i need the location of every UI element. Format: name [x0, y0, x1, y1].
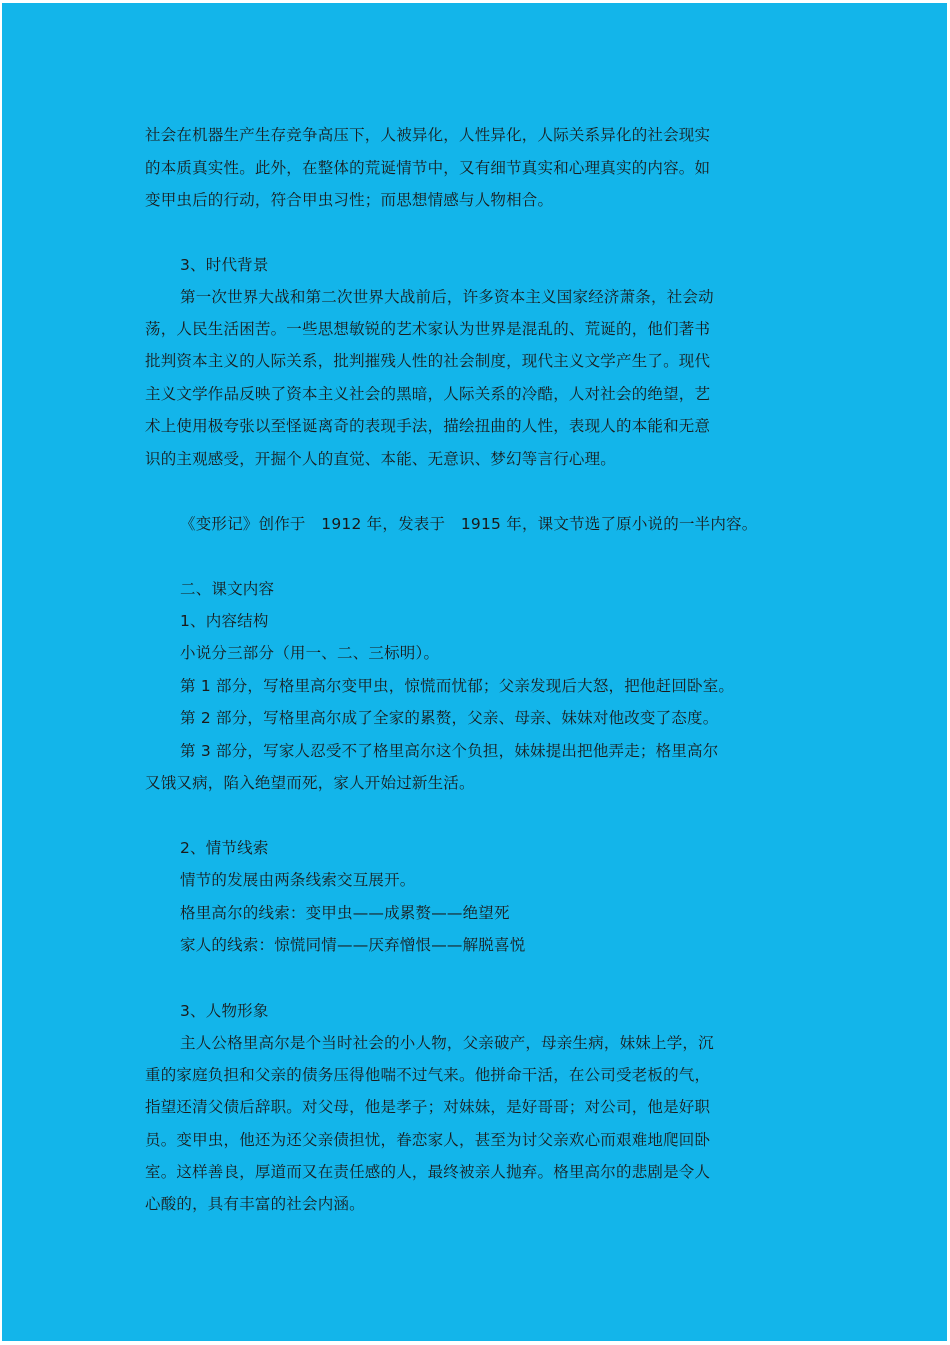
text-line: 主人公格里高尔是个当时社会的小人物，父亲破产，母亲生病，妹妹上学，沉: [180, 1034, 714, 1052]
text-line: 术上使用极夸张以至怪诞离奇的表现手法，描绘扭曲的人性，表现人的本能和无意: [145, 417, 711, 435]
text-line: 第 1 部分，写格里高尔变甲虫，惊慌而忧郁；父亲发现后大怒，把他赶回卧室。: [180, 677, 735, 695]
text-line: 第一次世界大战和第二次世界大战前后，许多资本主义国家经济萧条，社会动: [180, 288, 714, 306]
text-line: 变甲虫后的行动，符合甲虫习性；而思想情感与人物相合。: [145, 191, 554, 209]
text-line: 第 2 部分，写格里高尔成了全家的累赘，父亲、母亲、妹妹对他改变了态度。: [180, 709, 719, 727]
text-line: 心酸的，具有丰富的社会内涵。: [145, 1195, 365, 1213]
text-line: 主义文学作品反映了资本主义社会的黑暗，人际关系的冷酷，人对社会的绝望，艺: [145, 385, 711, 403]
section-heading: 3、人物形象: [180, 1002, 269, 1020]
text-line: 《变形记》创作于 1912 年，发表于 1915 年，课文节选了原小说的一半内容。: [180, 515, 758, 533]
text-line: 情节的发展由两条线索交互展开。: [180, 871, 416, 889]
text-line: 又饿又病，陷入绝望而死，家人开始过新生活。: [145, 774, 475, 792]
text-line: 的本质真实性。此外，在整体的荒诞情节中，又有细节真实和心理真实的内容。如: [145, 159, 711, 177]
text-line: 指望还清父债后辞职。对父母，他是孝子；对妹妹，是好哥哥；对公司，他是好职: [145, 1098, 711, 1116]
text-line: 员。变甲虫，他还为还父亲债担忧，眷恋家人，甚至为讨父亲欢心而艰难地爬回卧: [145, 1131, 711, 1149]
text-line: 第 3 部分，写家人忍受不了格里高尔这个负担，妹妹提出把他弄走；格里高尔: [180, 742, 719, 760]
text-line: 社会在机器生产生存竞争高压下，人被异化，人性异化，人际关系异化的社会现实: [145, 126, 711, 144]
text-line: 重的家庭负担和父亲的债务压得他喘不过气来。他拼命干活，在公司受老板的气，: [145, 1066, 711, 1084]
text-line: 小说分三部分（用一、二、三标明）。: [180, 644, 440, 662]
text-line: 家人的线索：惊慌同情——厌弃憎恨——解脱喜悦: [180, 936, 526, 954]
section-heading: 2、情节线索: [180, 839, 269, 857]
text-line: 室。这样善良，厚道而又在责任感的人，最终被亲人抛弃。格里高尔的悲剧是令人: [145, 1163, 711, 1181]
text-line: 格里高尔的线索：变甲虫——成累赘——绝望死: [180, 904, 510, 922]
section-heading: 二、课文内容: [180, 580, 275, 598]
section-heading: 3、时代背景: [180, 256, 269, 274]
text-line: 批判资本主义的人际关系，批判摧残人性的社会制度，现代主义文学产生了。现代: [145, 352, 711, 370]
text-line: 识的主观感受，开掘个人的直觉、本能、无意识、梦幻等言行心理。: [145, 450, 617, 468]
text-line: 荡，人民生活困苦。一些思想敏锐的艺术家认为世界是混乱的、荒诞的，他们著书: [145, 320, 711, 338]
document-page: [2, 3, 947, 1341]
section-heading: 1、内容结构: [180, 612, 269, 630]
